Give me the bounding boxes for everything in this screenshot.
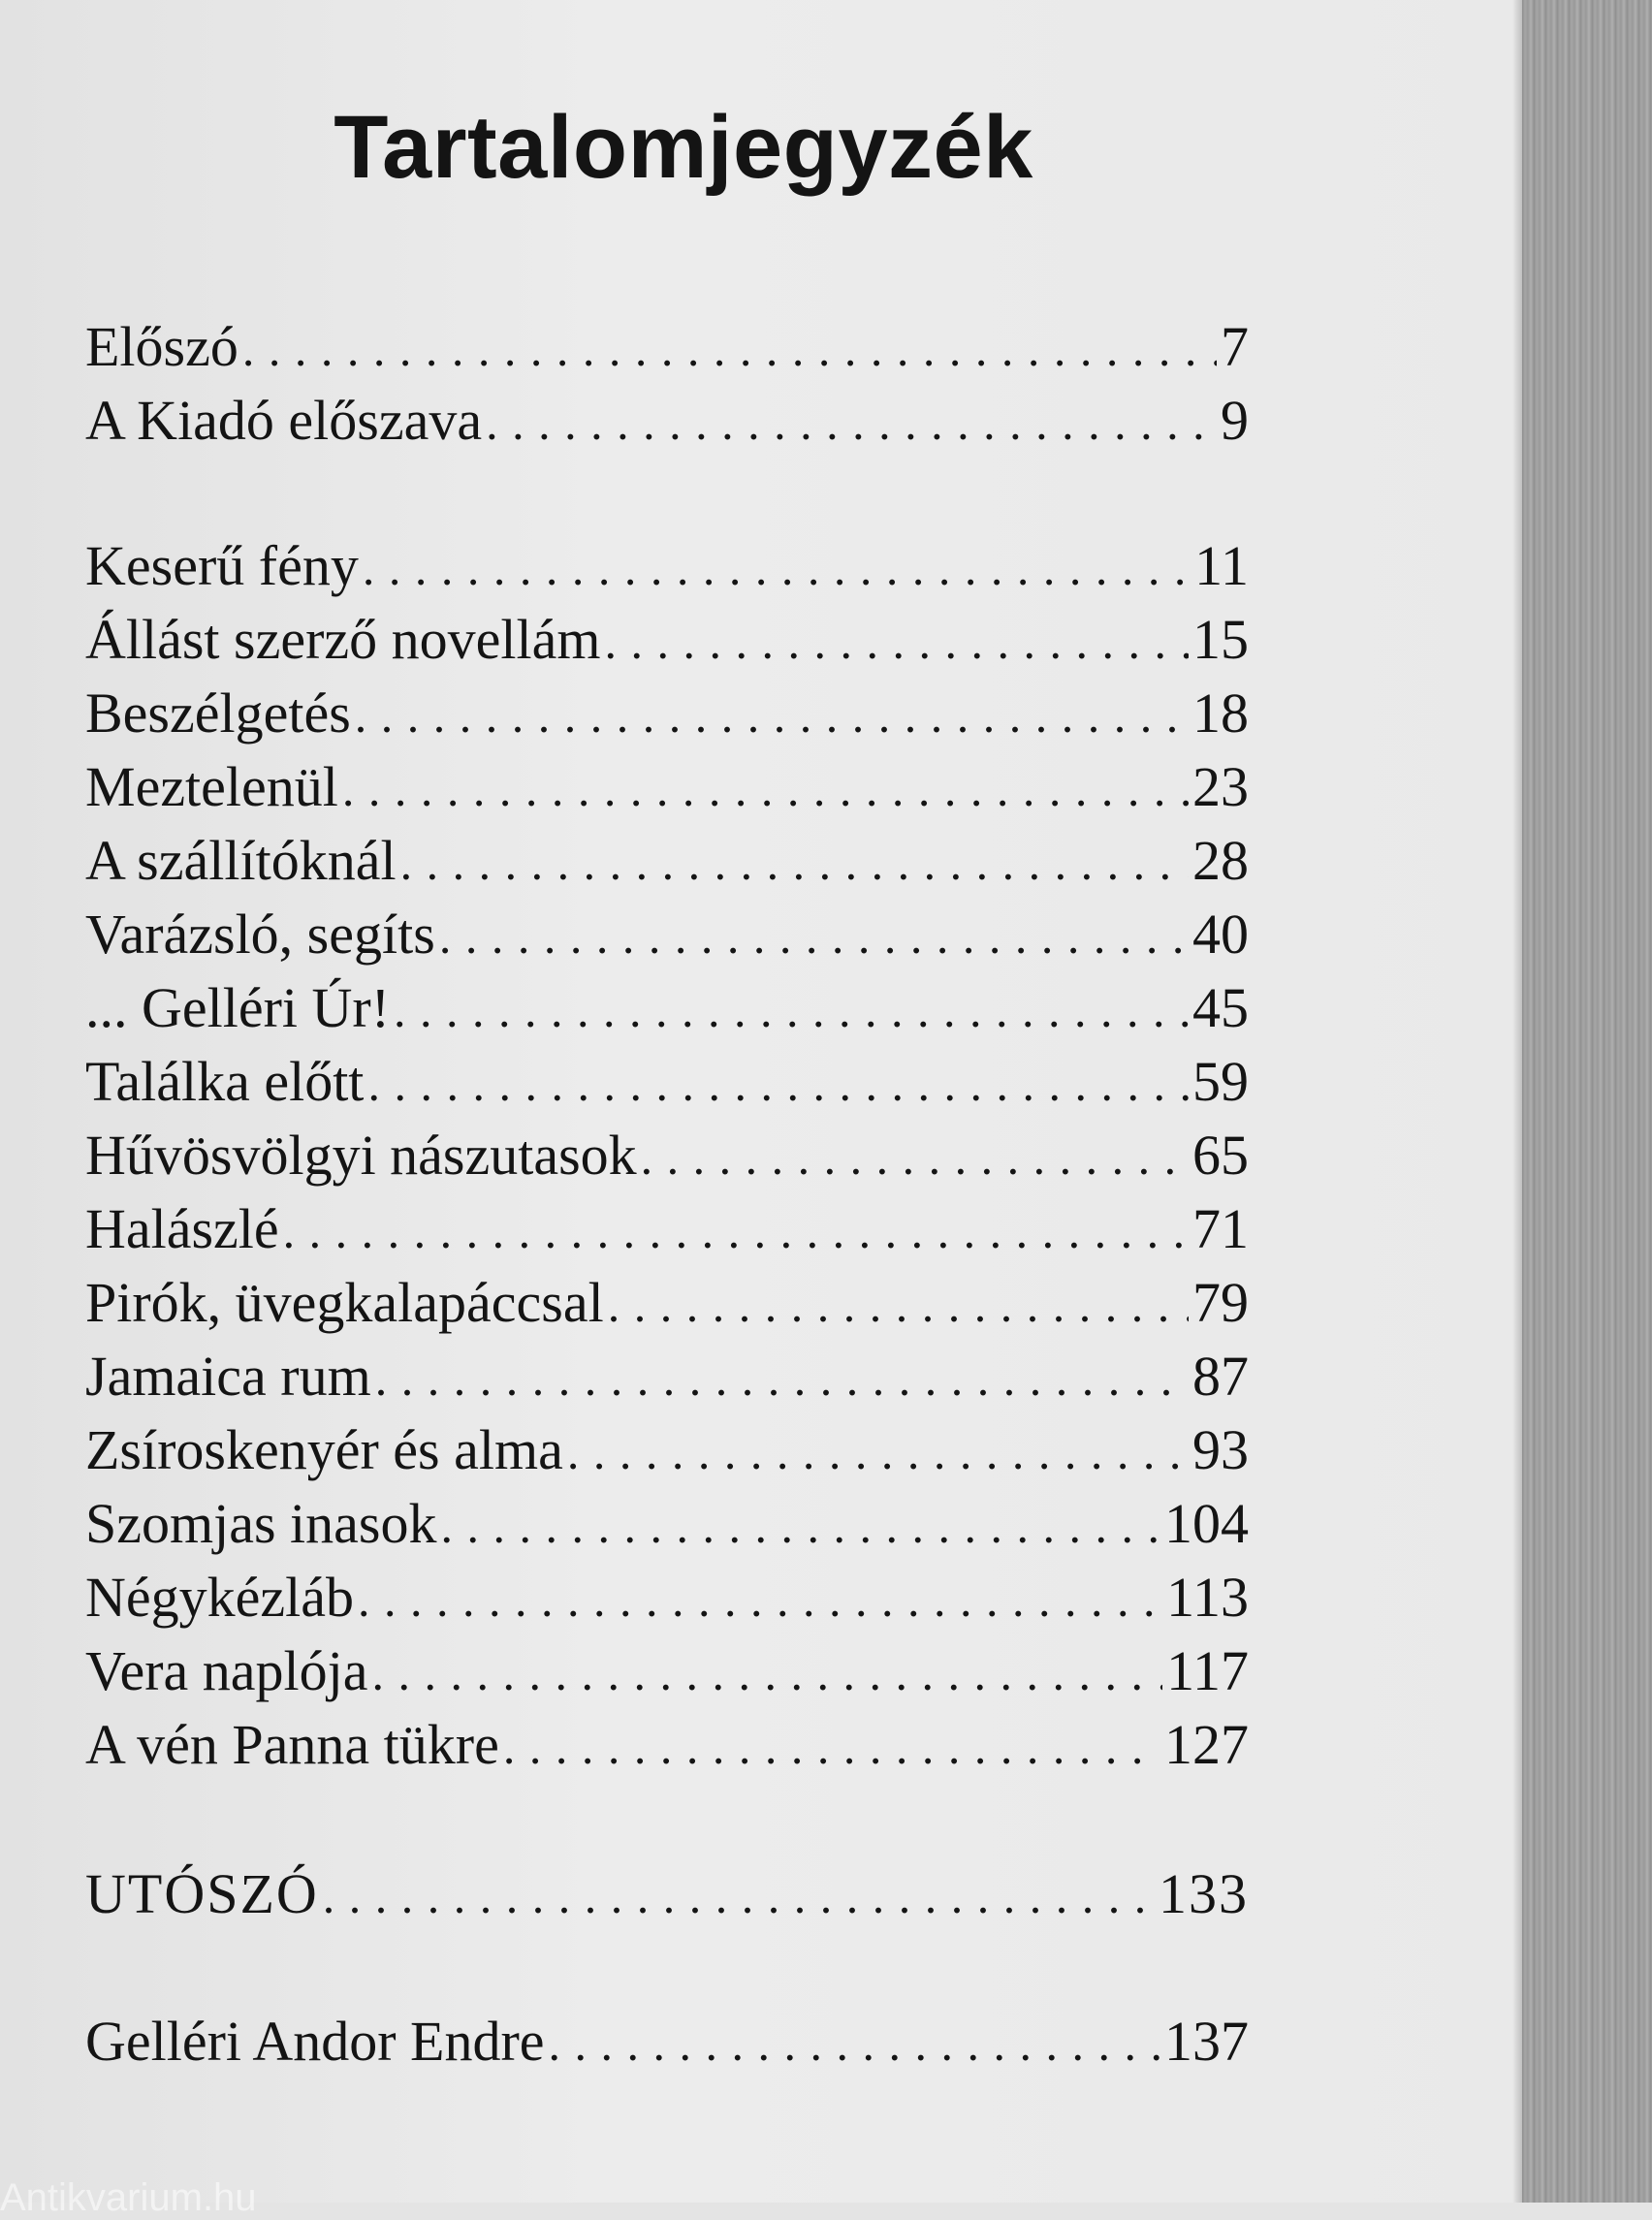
toc-entry-page: 127 bbox=[1164, 1713, 1249, 1776]
toc-entry-title: Vera naplója bbox=[85, 1639, 368, 1702]
toc-entry bbox=[85, 1192, 1249, 1266]
toc-entry-page: 9 bbox=[1221, 389, 1249, 452]
toc-entry-title: Zsíroskenyér és alma bbox=[85, 1418, 563, 1481]
toc-entry-title: A vén Panna tükre bbox=[85, 1713, 499, 1776]
toc-entry-page: 71 bbox=[1192, 1197, 1249, 1260]
toc-entry-page: 93 bbox=[1192, 1418, 1249, 1481]
toc-entry bbox=[85, 971, 1249, 1045]
toc-entry bbox=[85, 1119, 1249, 1192]
toc-entry bbox=[85, 1561, 1249, 1634]
section-gap bbox=[85, 1931, 1249, 2005]
toc-entry bbox=[85, 677, 1249, 750]
toc-entry-page: 59 bbox=[1192, 1050, 1249, 1113]
dot-leader bbox=[567, 1415, 1189, 1489]
toc-entry-title: Hűvösvölgyi nászutasok bbox=[85, 1124, 637, 1187]
toc-entry-page: 65 bbox=[1192, 1124, 1249, 1187]
toc-entry-page: 28 bbox=[1192, 829, 1249, 892]
toc-entry-page: 18 bbox=[1192, 682, 1249, 745]
toc-entry bbox=[85, 898, 1249, 971]
toc-entry-page: 7 bbox=[1221, 315, 1249, 378]
dot-leader bbox=[375, 1342, 1189, 1415]
section-gap bbox=[85, 458, 1249, 529]
dot-leader bbox=[371, 1636, 1162, 1710]
dot-leader bbox=[605, 605, 1190, 679]
toc-entry-title: Jamaica rum bbox=[85, 1345, 371, 1408]
dot-leader bbox=[355, 679, 1189, 752]
table-of-contents bbox=[85, 310, 1249, 2078]
toc-entry bbox=[85, 1266, 1249, 1340]
toc-entry bbox=[85, 603, 1249, 677]
dot-leader bbox=[549, 2007, 1160, 2080]
toc-entry-page: 133 bbox=[1159, 1862, 1249, 1925]
toc-entry bbox=[85, 384, 1249, 458]
dot-leader bbox=[283, 1194, 1189, 1268]
toc-entry-title: Találka előtt bbox=[85, 1050, 365, 1113]
dot-leader bbox=[440, 1489, 1160, 1563]
toc-entry-page: 87 bbox=[1192, 1345, 1249, 1408]
toc-entry-author bbox=[85, 2005, 1249, 2078]
toc-entry-title: Előszó bbox=[85, 315, 238, 378]
dot-leader bbox=[323, 1859, 1155, 1933]
dot-leader bbox=[641, 1121, 1189, 1194]
dot-leader bbox=[400, 826, 1189, 900]
dot-leader bbox=[608, 1268, 1189, 1342]
toc-entry-title: A szállítóknál bbox=[85, 829, 397, 892]
toc-entry bbox=[85, 1340, 1249, 1413]
toc-entry-page: 113 bbox=[1166, 1566, 1249, 1629]
watermark: Antikvarium.hu bbox=[0, 2176, 257, 2219]
toc-entry bbox=[85, 750, 1249, 824]
dot-leader bbox=[439, 900, 1189, 973]
dot-leader bbox=[486, 386, 1217, 460]
toc-entry-page: 11 bbox=[1194, 534, 1249, 597]
dot-leader bbox=[358, 1563, 1162, 1636]
toc-entry-page: 45 bbox=[1192, 976, 1249, 1039]
dot-leader bbox=[363, 531, 1191, 605]
toc-entry bbox=[85, 824, 1249, 898]
toc-entry bbox=[85, 1708, 1249, 1782]
section-gap bbox=[85, 1782, 1249, 1857]
toc-entry-page: 79 bbox=[1192, 1271, 1249, 1334]
toc-entry-title: Halászlé bbox=[85, 1197, 279, 1260]
toc-entry-title: Meztelenül bbox=[85, 755, 338, 818]
toc-entry-afterword bbox=[85, 1857, 1249, 1931]
background-surface bbox=[1522, 0, 1652, 2203]
toc-entry-page: 104 bbox=[1164, 1492, 1249, 1555]
toc-entry-page: 117 bbox=[1166, 1639, 1249, 1702]
toc-entry-page: 40 bbox=[1192, 903, 1249, 966]
toc-entry-title: Állást szerző novellám bbox=[85, 608, 601, 671]
toc-entry-title: ... Gelléri Úr! bbox=[85, 976, 391, 1039]
toc-entry-title: Pirók, üvegkalapáccsal bbox=[85, 1271, 604, 1334]
toc-entry-title: Beszélgetés bbox=[85, 682, 351, 745]
toc-entry bbox=[85, 310, 1249, 384]
dot-leader bbox=[342, 752, 1189, 826]
dot-leader bbox=[503, 1710, 1160, 1784]
toc-entry bbox=[85, 1045, 1249, 1119]
toc-entry-title: A Kiadó előszava bbox=[85, 389, 483, 452]
toc-entry-page: 23 bbox=[1192, 755, 1249, 818]
dot-leader bbox=[242, 312, 1217, 386]
toc-entry bbox=[85, 1487, 1249, 1561]
dot-leader bbox=[394, 973, 1189, 1047]
toc-entry-page: 137 bbox=[1164, 2010, 1249, 2073]
toc-entry-title: UTÓSZÓ bbox=[85, 1862, 319, 1925]
page-title: Tartalomjegyzék bbox=[334, 98, 1033, 197]
toc-entry-title: Gelléri Andor Endre bbox=[85, 2010, 545, 2073]
toc-entry bbox=[85, 529, 1249, 603]
toc-entry-title: Keserű fény bbox=[85, 534, 359, 597]
toc-entry bbox=[85, 1634, 1249, 1708]
toc-entry-title: Szomjas inasok bbox=[85, 1492, 437, 1555]
toc-entry-page: 15 bbox=[1192, 608, 1249, 671]
toc-entry bbox=[85, 1413, 1249, 1487]
toc-entry-title: Négykézláb bbox=[85, 1566, 354, 1629]
toc-entry-title: Varázsló, segíts bbox=[85, 903, 435, 966]
dot-leader bbox=[367, 1047, 1189, 1121]
